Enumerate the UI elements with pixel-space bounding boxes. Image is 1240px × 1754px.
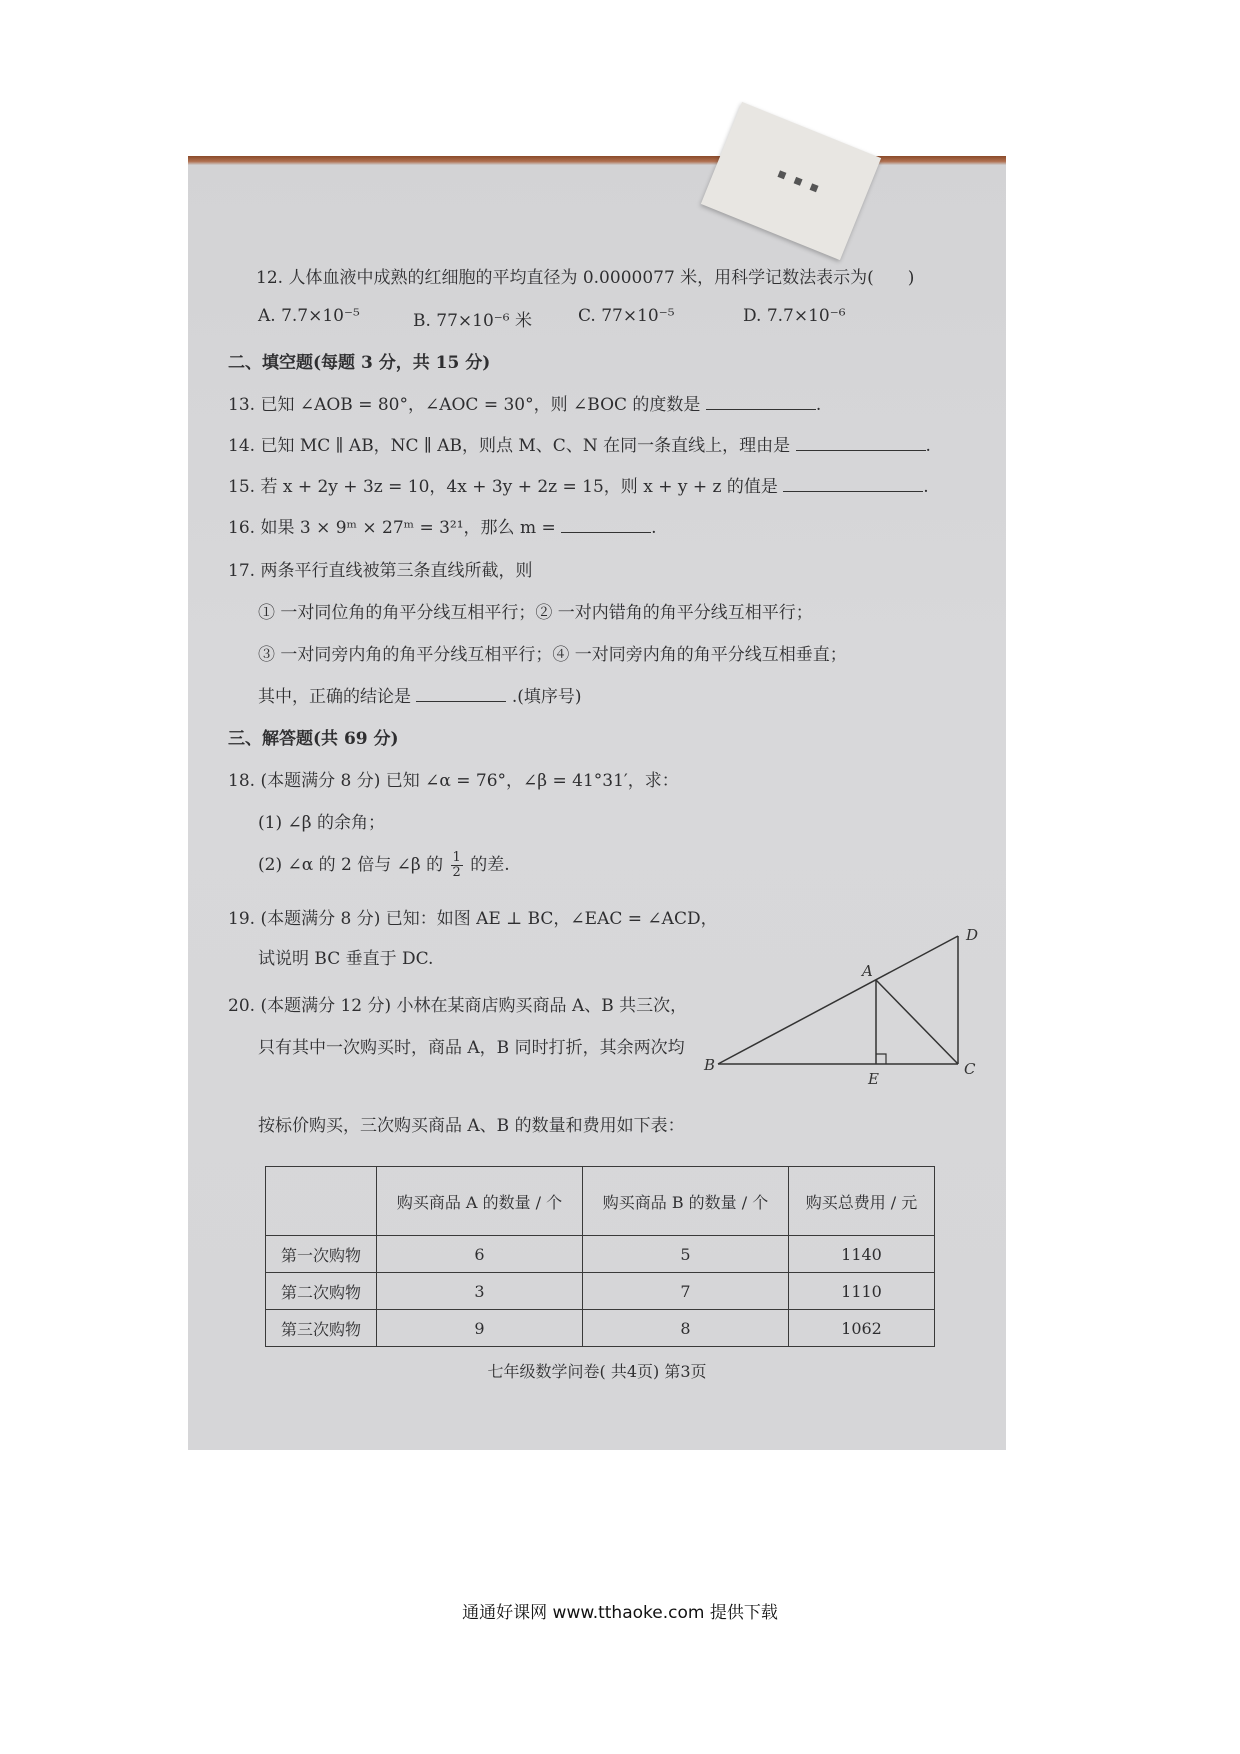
table-row bbox=[266, 1236, 935, 1273]
download-credit: 通通好课网 www.tthaoke.com 提供下载 bbox=[462, 1603, 778, 1623]
q15-period: . bbox=[923, 477, 929, 497]
table-cell: 7 bbox=[583, 1273, 789, 1310]
table-cell: 第三次购物 bbox=[266, 1310, 377, 1347]
table-row bbox=[266, 1273, 935, 1310]
question-16 bbox=[228, 513, 657, 538]
question-12-stem: 12. 人体血液中成熟的红细胞的平均直径为 0.0000077 米，用科学记数法表示为( ) bbox=[256, 268, 915, 288]
exam-photo bbox=[188, 156, 1006, 1450]
q12-option-d: D. 7.7×10⁻⁶ bbox=[743, 306, 846, 326]
q18-part-2-end: 的差. bbox=[470, 855, 510, 875]
question-14 bbox=[228, 431, 931, 456]
q14-period: . bbox=[925, 436, 931, 456]
q14-answer-blank[interactable] bbox=[796, 436, 926, 451]
question-15 bbox=[228, 472, 929, 497]
q18-part-2 bbox=[258, 850, 510, 880]
photo-top-edge bbox=[188, 156, 1006, 165]
question-13 bbox=[228, 390, 821, 415]
fraction-numerator: 1 bbox=[452, 850, 461, 865]
table-cell: 1140 bbox=[789, 1236, 935, 1273]
q12-option-c: C. 77×10⁻⁵ bbox=[578, 306, 675, 326]
q17-prompt: 其中，正确的结论是 bbox=[258, 687, 411, 707]
q13-answer-blank[interactable] bbox=[706, 395, 816, 410]
label-c: C bbox=[964, 1060, 976, 1078]
corner-text: ■ ■ ■ bbox=[775, 168, 823, 196]
table-cell: 9 bbox=[377, 1310, 583, 1347]
q19-line-2: 试说明 BC 垂直于 DC. bbox=[258, 949, 434, 969]
q13-period: . bbox=[815, 395, 822, 415]
label-e: E bbox=[868, 1070, 879, 1088]
table-header-cell bbox=[266, 1167, 377, 1236]
folded-paper-corner bbox=[701, 102, 881, 260]
q17-line-2: ③ 一对同旁内角的角平分线互相平行；④ 一对同旁内角的角平分线互相垂直； bbox=[258, 645, 847, 665]
q17-hint: .(填序号) bbox=[511, 687, 582, 707]
q16-answer-blank[interactable] bbox=[561, 518, 651, 533]
q18-part-1: (1) ∠β 的余角； bbox=[258, 813, 385, 833]
q15-text: 15. 若 x + 2y + 3z = 10，4x + 3y + 2z = 15，则 x + y + z 的值是 bbox=[228, 477, 778, 497]
one-half-fraction bbox=[451, 851, 463, 880]
q18-part-2-start: (2) ∠α 的 2 倍与 ∠β 的 bbox=[258, 855, 444, 875]
line-bd bbox=[718, 936, 958, 1064]
table-row bbox=[266, 1310, 935, 1347]
q15-answer-blank[interactable] bbox=[783, 477, 923, 492]
line-ac bbox=[876, 980, 958, 1064]
q16-period: . bbox=[651, 518, 657, 538]
purchase-table bbox=[265, 1166, 935, 1347]
question-17-stem: 17. 两条平行直线被第三条直线所截，则 bbox=[228, 561, 533, 581]
q12-option-a: A. 7.7×10⁻⁵ bbox=[258, 306, 360, 326]
table-header-cell: 购买商品 A 的数量 / 个 bbox=[377, 1167, 583, 1236]
question-20-line-3: 按标价购买，三次购买商品 A、B 的数量和费用如下表： bbox=[258, 1116, 685, 1136]
geometry-figure bbox=[704, 926, 998, 1116]
table-cell: 6 bbox=[377, 1236, 583, 1273]
table-header-cell: 购买商品 B 的数量 / 个 bbox=[583, 1167, 789, 1236]
question-19-stem: 19. (本题满分 8 分) 已知：如图 AE ⊥ BC，∠EAC = ∠ACD， bbox=[228, 909, 718, 929]
table-cell: 1062 bbox=[789, 1310, 935, 1347]
section-3-title: 三、解答题(共 69 分) bbox=[228, 729, 399, 749]
q13-text: 13. 已知 ∠AOB = 80°，∠AOC = 30°，则 ∠BOC 的度数是 bbox=[228, 395, 701, 415]
table-header-cell: 购买总费用 / 元 bbox=[789, 1167, 935, 1236]
right-angle-mark bbox=[876, 1054, 886, 1064]
table-cell: 3 bbox=[377, 1273, 583, 1310]
question-18-stem: 18. (本题满分 8 分) 已知 ∠α = 76°，∠β = 41°31′，求： bbox=[228, 771, 679, 791]
label-b: B bbox=[704, 1056, 716, 1074]
table-cell: 5 bbox=[583, 1236, 789, 1273]
table-cell: 第二次购物 bbox=[266, 1273, 377, 1310]
label-d: D bbox=[966, 926, 979, 944]
q17-line-3 bbox=[258, 682, 581, 707]
question-20-line-2: 只有其中一次购买时，商品 A，B 同时打折，其余两次均 bbox=[258, 1038, 685, 1058]
section-2-title: 二、填空题(每题 3 分，共 15 分) bbox=[228, 353, 491, 373]
fraction-denominator: 2 bbox=[452, 865, 461, 880]
table-cell: 1110 bbox=[789, 1273, 935, 1310]
q14-text: 14. 已知 MC ∥ AB，NC ∥ AB，则点 M、C、N 在同一条直线上，理由是 bbox=[228, 436, 791, 456]
q16-text: 16. 如果 3 × 9ᵐ × 27ᵐ = 3²¹，那么 m = bbox=[228, 518, 556, 538]
q12-option-b: B. 77×10⁻⁶ 米 bbox=[413, 311, 532, 331]
label-a: A bbox=[862, 962, 873, 980]
question-20-line-1: 20. (本题满分 12 分) 小林在某商店购买商品 A、B 共三次， bbox=[228, 996, 688, 1016]
table-header-row bbox=[266, 1167, 935, 1236]
table-cell: 第一次购物 bbox=[266, 1236, 377, 1273]
q17-answer-blank[interactable] bbox=[416, 687, 506, 702]
page-footer: 七年级数学问卷( 共4页) 第3页 bbox=[487, 1362, 707, 1381]
q17-line-1: ① 一对同位角的角平分线互相平行；② 一对内错角的角平分线互相平行； bbox=[258, 603, 813, 623]
table-cell: 8 bbox=[583, 1310, 789, 1347]
